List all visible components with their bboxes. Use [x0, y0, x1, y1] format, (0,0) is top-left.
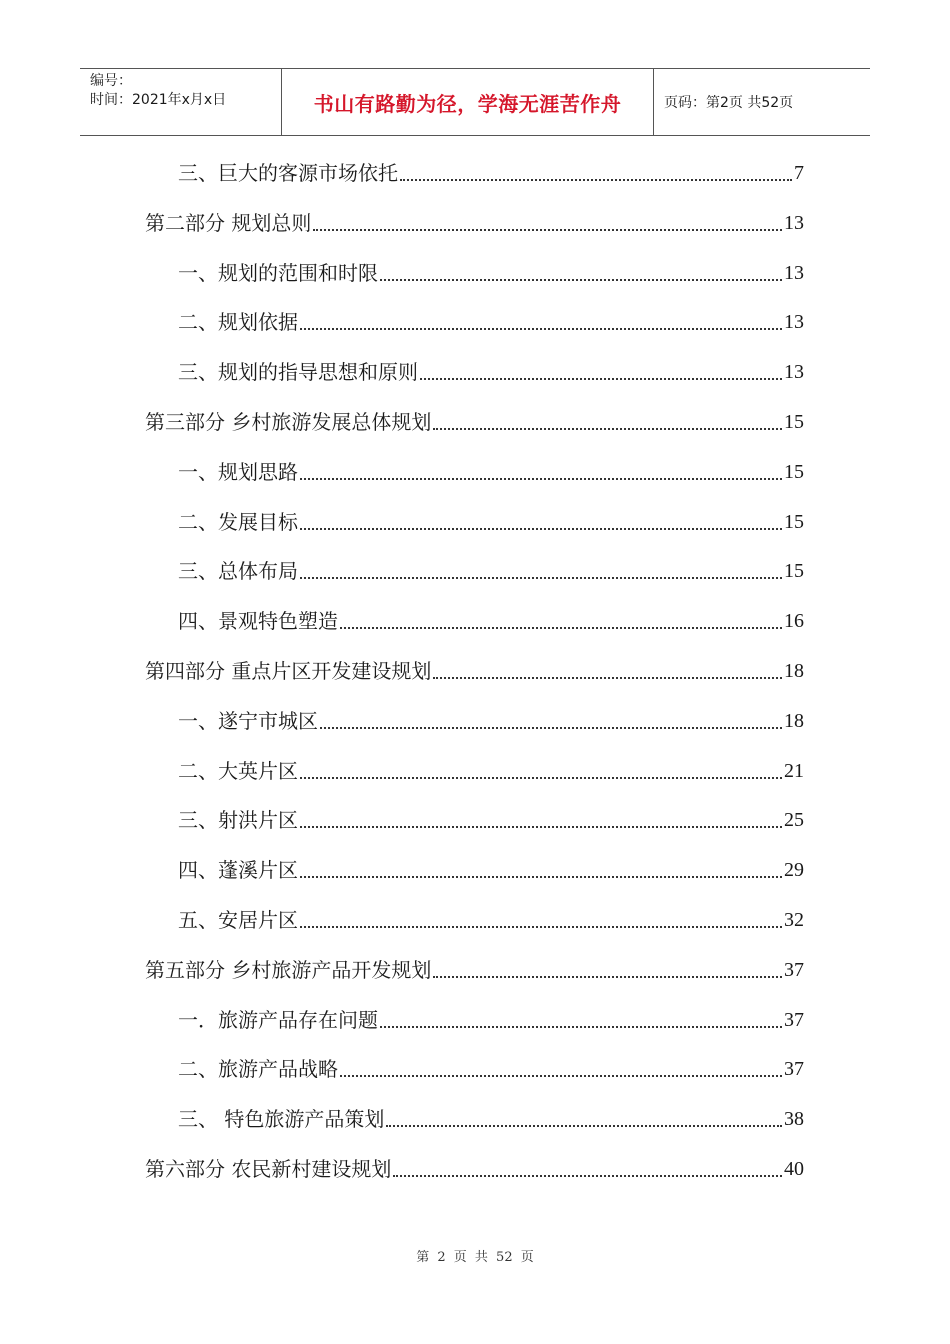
toc-dot-leader	[300, 328, 782, 330]
toc-dot-leader	[340, 1075, 782, 1077]
header-page-number: 页码：第2页 共52页	[664, 95, 794, 111]
toc-entry[interactable]	[178, 1104, 804, 1134]
toc-entry-title: 三、 特色旅游产品策划	[178, 1107, 385, 1132]
header-meta	[80, 69, 282, 135]
toc-entry-page: 15	[784, 510, 804, 533]
header-number: 编号：	[90, 73, 132, 89]
toc-entry-page: 40	[784, 1158, 804, 1180]
toc-entry-page: 13	[784, 211, 804, 234]
toc-entry-page: 18	[784, 660, 804, 682]
toc-entry[interactable]	[145, 208, 804, 238]
toc-entry[interactable]	[178, 457, 804, 487]
toc-entry-page: 37	[784, 1008, 804, 1031]
toc-dot-leader	[340, 627, 782, 629]
toc-entry-title: 五、安居片区	[178, 908, 298, 932]
toc-entry-title: 一、规划的范围和时限	[178, 260, 378, 285]
toc-entry[interactable]	[178, 805, 804, 835]
header-time: 时间：2021年x月x日	[90, 92, 227, 108]
toc-entry[interactable]	[178, 307, 804, 337]
toc-entry[interactable]	[178, 556, 804, 586]
toc-entry-page: 32	[784, 909, 804, 931]
toc-dot-leader	[300, 577, 782, 579]
toc-entry-page: 13	[784, 261, 804, 284]
toc-entry-title: 四、景观特色塑造	[178, 609, 338, 634]
toc-entry[interactable]	[178, 855, 804, 885]
toc-entry-page: 37	[784, 958, 804, 981]
page-header	[80, 68, 870, 136]
toc-entry-title: 第六部分 农民新村建设规划	[145, 1157, 392, 1181]
toc-dot-leader	[300, 478, 782, 480]
toc-entry-page: 15	[784, 460, 804, 483]
toc-entry[interactable]	[178, 706, 804, 736]
toc-entry-title: 三、总体布局	[178, 559, 298, 584]
toc-entry-page: 21	[784, 759, 804, 782]
toc-entry-title: 二、大英片区	[178, 758, 298, 783]
toc-entry[interactable]	[178, 1054, 804, 1084]
toc-entry-page: 18	[784, 709, 804, 732]
toc-entry-page: 7	[794, 162, 804, 184]
toc-dot-leader	[420, 378, 782, 380]
toc-entry-page: 29	[784, 859, 804, 882]
toc-entry-page: 13	[784, 361, 804, 384]
toc-entry-title: 一、遂宁市城区	[178, 708, 318, 733]
toc-entry-title: 三、射洪片区	[178, 808, 298, 833]
toc-entry[interactable]	[145, 656, 804, 686]
toc-dot-leader	[300, 777, 782, 779]
toc-dot-leader	[300, 876, 782, 878]
toc-entry[interactable]	[178, 507, 804, 537]
toc-dot-leader	[433, 428, 782, 430]
toc-entry-title: 第五部分 乡村旅游产品开发规划	[145, 957, 432, 982]
toc-dot-leader	[313, 229, 782, 231]
toc-entry-title: 四、蓬溪片区	[178, 858, 298, 883]
toc-entry[interactable]	[178, 357, 804, 387]
toc-entry[interactable]	[178, 606, 804, 636]
toc-entry-title: 第四部分 重点片区开发建设规划	[145, 659, 432, 683]
toc-dot-leader	[386, 1125, 782, 1127]
toc-entry[interactable]	[145, 1154, 804, 1184]
toc-entry-page: 37	[784, 1058, 804, 1081]
toc-entry-title: 第二部分 规划总则	[145, 210, 312, 235]
toc-entry-page: 38	[784, 1108, 804, 1131]
page-footer: 第 2 页 共 52 页	[416, 1250, 534, 1265]
toc-entry-title: 三、规划的指导思想和原则	[178, 360, 418, 385]
toc-dot-leader	[433, 677, 782, 679]
toc-entry-page: 13	[784, 311, 804, 334]
toc-dot-leader	[300, 826, 782, 828]
toc-dot-leader	[380, 279, 782, 281]
toc-entry[interactable]	[178, 905, 804, 935]
toc-entry-page: 15	[784, 411, 804, 433]
header-motto: 书山有路勤为径，学海无涯苦作舟	[282, 69, 654, 135]
toc-entry-title: 三、巨大的客源市场依托	[178, 161, 398, 185]
toc-entry[interactable]	[145, 955, 804, 985]
toc-entry-page: 16	[784, 610, 804, 633]
toc-dot-leader	[300, 926, 782, 928]
toc-entry[interactable]	[145, 407, 804, 437]
toc-dot-leader	[320, 727, 782, 729]
toc-entry-title: 二、规划依据	[178, 310, 298, 335]
toc-dot-leader	[300, 528, 782, 530]
toc-entry-title: 一．旅游产品存在问题	[178, 1007, 378, 1032]
toc-dot-leader	[380, 1026, 782, 1028]
toc-dot-leader	[433, 976, 782, 978]
toc-entry-page: 25	[784, 809, 804, 832]
toc-entry-title: 一、规划思路	[178, 459, 298, 484]
toc-dot-leader	[393, 1175, 782, 1177]
toc-entry-title: 二、旅游产品战略	[178, 1057, 338, 1082]
toc-entry[interactable]	[178, 756, 804, 786]
toc-entry-page: 15	[784, 560, 804, 583]
toc-entry[interactable]	[178, 258, 804, 288]
toc-entry[interactable]	[178, 158, 804, 188]
toc-dot-leader	[400, 179, 792, 181]
toc-entry-title: 二、发展目标	[178, 509, 298, 534]
toc-entry-title: 第三部分 乡村旅游发展总体规划	[145, 410, 432, 434]
toc-entry[interactable]	[178, 1005, 804, 1035]
